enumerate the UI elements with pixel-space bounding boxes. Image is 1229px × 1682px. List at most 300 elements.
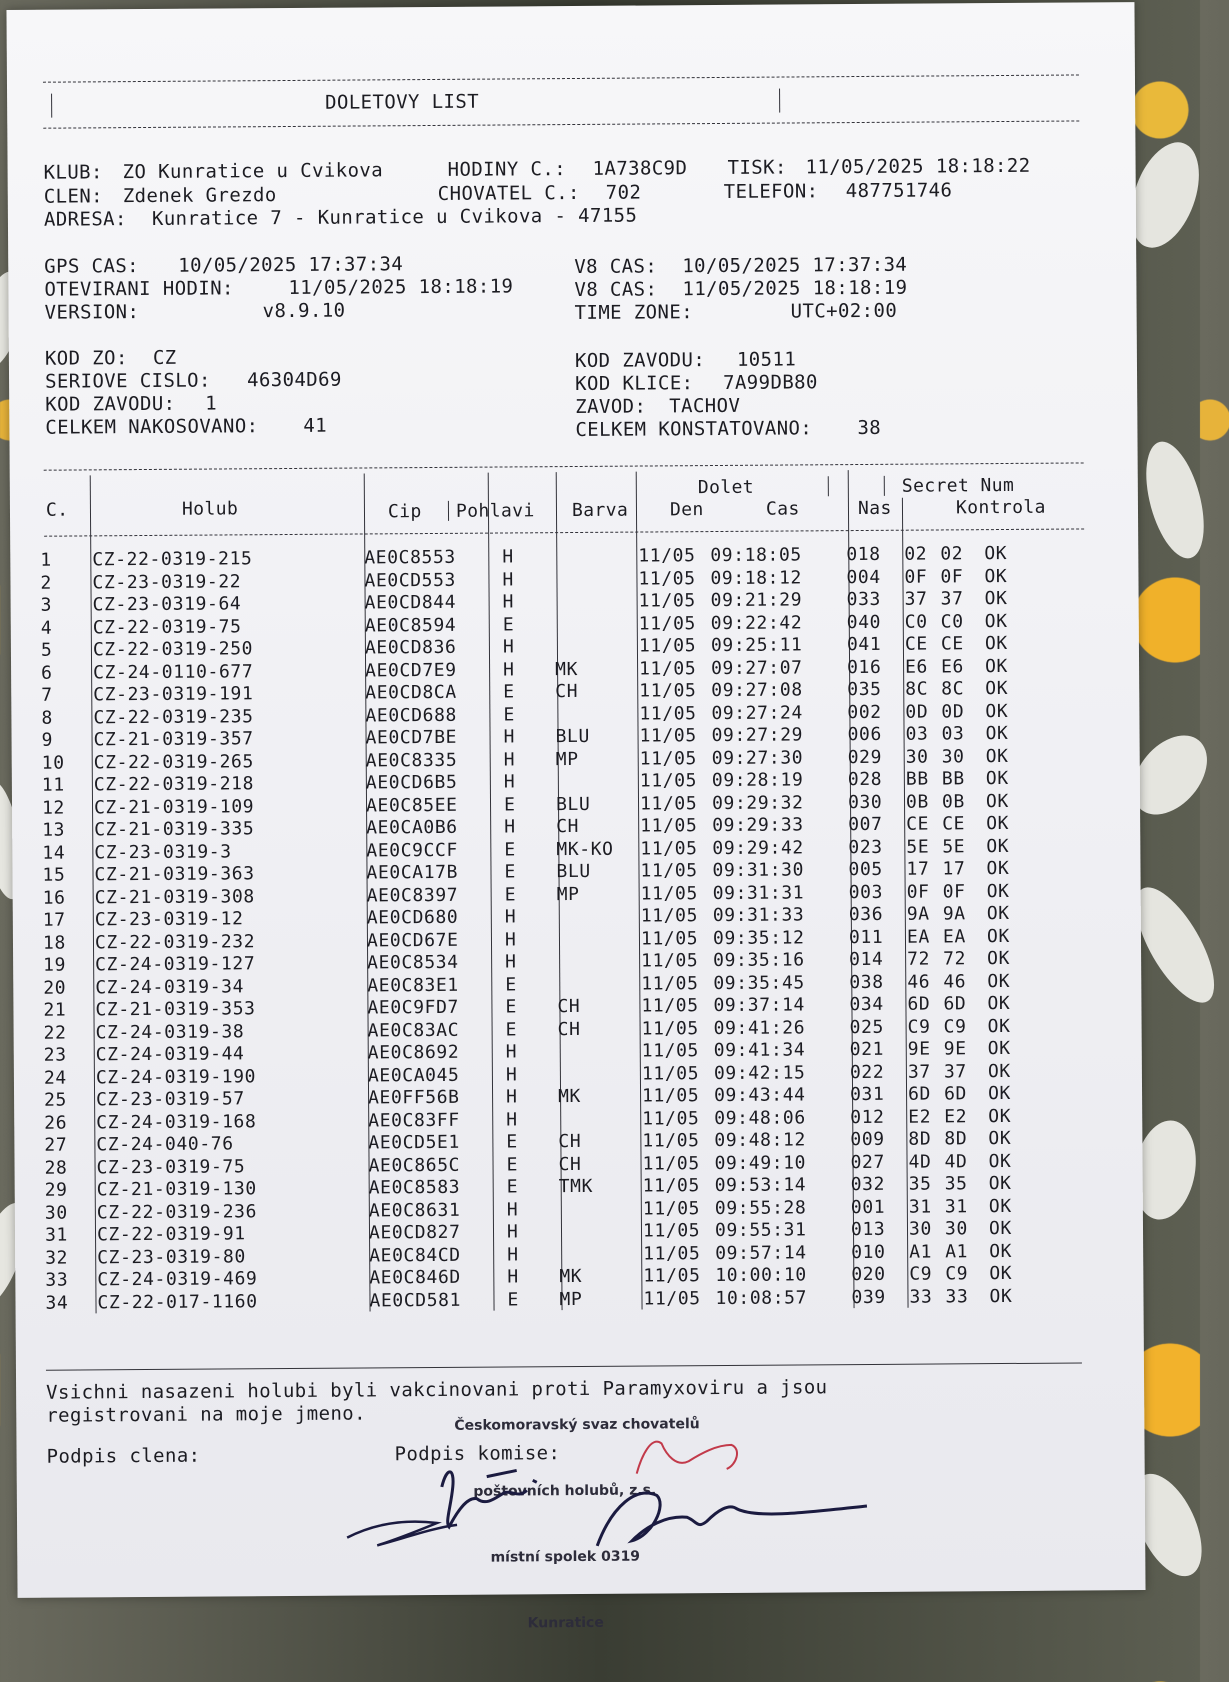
cell-secret-a: 37 [904,588,928,610]
cell-barva: CH [558,1130,582,1153]
cell-den: 11/05 [641,1017,699,1040]
cell-cas: 09:31:31 [712,881,805,904]
cell-kontrola: OK [985,722,1009,745]
cell-pohlavi: H [506,1108,518,1130]
cell-secret-a: 8C [905,678,929,700]
stamp-line-3: místní spolek 0319 [490,1548,641,1566]
cell-nas: 014 [849,948,884,971]
cell-nas: 012 [850,1106,885,1128]
cell-nas: 011 [848,926,884,948]
cell-cas: 09:43:44 [713,1084,806,1107]
cell-holub: CZ-22-0319-91 [96,1223,246,1246]
cell-cip: AE0C9FD7 [367,996,460,1019]
cell-nas: 034 [849,993,884,1016]
tisk-value: 11/05/2025 18:18:22 [805,154,1031,179]
cell-secret-a: 4D [908,1151,932,1173]
telefon-label: TELEFON: [723,180,819,203]
cell-cas: 10:00:10 [715,1264,807,1287]
cell-secret-b: 46 [943,970,967,992]
cell-holub: CZ-23-0319-12 [94,908,244,931]
cell-cas: 09:55:31 [714,1219,807,1242]
table-header-top-rule [44,462,1084,470]
cell-pohlavi: E [507,1288,519,1310]
cell-holub: CZ-24-0319-469 [97,1268,258,1291]
cell-den: 11/05 [638,635,697,657]
cell-pohlavi: E [506,1176,519,1198]
cell-cas: 09:35:45 [713,971,805,994]
cell-cip: AE0CD67E [366,929,459,951]
cell-kontrola: OK [987,1015,1011,1037]
cell-kontrola: OK [985,677,1009,700]
adresa-value: Kunratice 7 - Kunratice u Cvikova - 47155 [151,204,638,230]
cell-den: 11/05 [640,927,699,950]
konst-value: 38 [857,416,882,440]
cell-kontrola: OK [989,1262,1013,1285]
cell-nas: 023 [848,836,883,858]
cell-secret-a: 9A [906,903,930,925]
cell-cas: 09:49:10 [714,1151,807,1174]
v8a-label: V8 CAS: [574,255,658,278]
cell-c: 9 [41,729,54,751]
cell-secret-b: C9 [945,1263,969,1285]
tisk-label: TISK: [727,156,787,179]
cell-nas: 036 [848,903,884,926]
col-c-header: C. [45,499,69,521]
cell-holub: CZ-24-0319-127 [95,953,256,976]
cell-c: 22 [43,1022,67,1044]
cell-barva: MK [557,1085,582,1108]
cell-nas: 007 [848,813,883,836]
cell-barva: CH [557,995,581,1018]
cell-den: 11/05 [638,545,696,567]
cell-kontrola: OK [989,1240,1013,1262]
cell-c: 17 [42,909,66,931]
cell-cip: AE0CD581 [369,1289,462,1311]
stamp-line-4: Kunratice [527,1614,604,1632]
title-left-bar [51,94,52,118]
cell-c: 27 [44,1134,68,1156]
cell-barva: MK-KO [556,838,614,860]
cell-secret-a: 30 [905,746,929,768]
kodz2-label: KOD ZAVODU: [574,349,706,372]
cell-secret-a: CE [906,813,930,835]
cell-nas: 006 [847,723,882,746]
col-barva-header: Barva [571,499,629,522]
cell-den: 11/05 [638,567,696,590]
cell-c: 23 [43,1044,67,1066]
vaccination-statement-line1: Vsichni nasazeni holubi byli vakcinovani proti Paramyxoviru a jsou [46,1376,828,1404]
cell-nas: 031 [849,1083,885,1106]
cell-cas: 09:53:14 [714,1174,807,1197]
hodiny-label: HODINY C.: [447,158,567,181]
cell-secret-a: 6D [907,993,931,1015]
cell-den: 11/05 [639,680,697,702]
cell-cas: 09:27:07 [711,656,803,679]
cell-kontrola: OK [988,1127,1012,1150]
cell-secret-a: 0B [905,791,929,813]
cell-nas: 004 [846,566,881,588]
cell-holub: CZ-21-0319-335 [94,818,255,841]
tz-label: TIME ZONE: [574,301,694,324]
cell-secret-b: C9 [943,1015,967,1037]
cell-cip: AE0CA17B [366,861,459,884]
cell-kontrola: OK [986,857,1010,880]
cell-secret-a: BB [905,768,929,790]
cell-cip: AE0CA0B6 [366,816,458,839]
cell-holub: CZ-22-0319-218 [93,773,255,796]
stamp-line-1: Českomoravský svaz chovatelů [454,1416,700,1434]
cell-holub: CZ-21-0319-353 [95,998,256,1021]
col-pohlavi-header: Pohlavi [455,500,535,522]
cell-pohlavi: E [504,861,517,883]
cell-cip: AE0C8534 [367,951,459,974]
cell-secret-b: 5E [942,835,966,857]
cell-secret-b: 6D [943,993,967,1015]
cell-barva: CH [557,1018,581,1040]
cell-cas: 09:27:08 [711,679,803,702]
cell-secret-a: CE [904,633,928,655]
cell-holub: CZ-24-0319-34 [95,975,245,998]
cell-cip: AE0CD553 [364,569,457,591]
cell-cip: AE0CD827 [368,1221,461,1244]
cell-barva: TMK [558,1175,594,1198]
cell-den: 11/05 [642,1175,700,1197]
cell-secret-b: CE [942,813,966,835]
cell-den: 11/05 [642,1107,700,1130]
cell-kontrola: OK [985,655,1009,677]
cell-holub: CZ-21-0319-130 [96,1178,257,1201]
cell-kontrola: OK [985,700,1009,722]
col-kontrola-header: Kontrola [955,496,1046,519]
cell-secret-a: 9E [907,1038,931,1060]
cell-cas: 09:29:33 [712,814,804,837]
cell-secret-b: 17 [942,858,966,880]
cell-cip: AE0C83E1 [367,974,459,996]
cell-cas: 09:42:15 [713,1061,806,1084]
cell-den: 11/05 [641,950,699,972]
cell-den: 11/05 [638,612,697,635]
version-value: v8.9.10 [262,299,346,323]
cell-holub: CZ-24-0319-38 [95,1020,245,1043]
title-top-rule [43,74,1079,82]
cell-c: 11 [41,774,65,796]
cell-secret-b: 72 [943,948,967,970]
cell-den: 11/05 [639,770,698,792]
cell-secret-a: E2 [908,1106,932,1128]
cell-c: 31 [44,1224,68,1246]
col-divider [828,476,829,496]
cell-pohlavi: E [502,613,515,636]
cell-kontrola: OK [985,767,1009,790]
cell-pohlavi: H [503,748,516,771]
cell-secret-b: E6 [941,655,965,677]
cell-nas: 018 [846,543,881,566]
cell-nas: 003 [848,881,884,903]
cell-kontrola: OK [985,745,1009,767]
signatures [336,1424,897,1568]
cell-den: 11/05 [640,905,699,927]
cell-cas: 09:21:29 [710,589,803,612]
cell-secret-b: CE [940,633,964,655]
cell-c: 2 [40,572,52,594]
cell-secret-b: 35 [944,1173,968,1195]
cell-cas: 09:37:14 [713,994,806,1017]
cell-secret-a: E6 [905,656,929,678]
cell-barva: MP [556,883,580,905]
cell-cip: AE0C8583 [368,1176,461,1199]
cell-secret-b: 03 [941,723,965,745]
cell-kontrola: OK [986,835,1010,857]
telefon-value: 487751746 [845,179,953,203]
cell-pohlavi: E [505,996,517,1018]
cell-holub: CZ-23-0319-3 [94,840,232,863]
cell-holub: CZ-24-0319-190 [95,1065,257,1088]
cell-c: 28 [44,1157,68,1179]
podpis-komise-label: Podpis komise: [394,1442,561,1466]
cell-cas: 09:31:30 [712,859,805,882]
cell-barva: BLU [555,793,591,815]
paper-sheet [6,2,1145,1632]
nakos-value: 41 [303,414,328,437]
cell-c: 10 [41,752,65,774]
cell-den: 11/05 [641,995,699,1017]
cell-cas: 09:48:12 [714,1129,806,1152]
cell-den: 11/05 [640,860,698,882]
cell-kontrola: OK [988,1217,1012,1240]
cell-holub: CZ-21-0319-363 [94,863,255,886]
cell-kontrola: OK [986,880,1010,902]
cell-den: 11/05 [639,747,697,770]
cell-holub: CZ-24-0319-168 [96,1110,257,1133]
zavod-value: TACHOV [669,394,741,418]
cell-secret-a: 0F [904,566,928,588]
cell-holub: CZ-24-0319-44 [95,1043,245,1066]
cell-kontrola: OK [989,1285,1013,1307]
cell-secret-a: 72 [907,948,931,970]
cell-pohlavi: E [504,883,517,906]
cell-kontrola: OK [984,632,1008,655]
cell-secret-a: C9 [907,1016,931,1038]
v8a-value: 10/05/2025 17:37:34 [682,253,908,278]
cell-secret-b: 33 [945,1285,969,1307]
cell-secret-a: 46 [907,971,931,993]
cell-cas: 09:18:12 [710,566,803,589]
cell-nas: 029 [847,746,883,768]
cell-kontrola: OK [986,925,1010,947]
cell-cas: 09:48:06 [714,1106,806,1129]
cell-secret-a: C0 [904,611,928,633]
cell-c: 32 [45,1247,69,1269]
cell-secret-b: A1 [945,1240,969,1262]
cell-secret-a: 31 [908,1196,932,1218]
col-cas-header: Cas [765,498,800,520]
cell-secret-a: 37 [907,1061,931,1083]
chovatel-value: 702 [605,181,642,204]
cell-holub: CZ-23-0319-22 [92,570,242,593]
cell-cas: 09:18:05 [710,544,802,567]
cell-cas: 09:27:30 [711,746,804,769]
cell-cas: 09:31:33 [712,904,805,927]
cell-cas: 09:41:34 [713,1039,806,1062]
cell-kontrola: OK [988,1172,1012,1195]
cell-pohlavi: H [505,1086,518,1108]
cell-kontrola: OK [985,790,1009,812]
chovatel-label: CHOVATEL C.: [437,181,580,205]
cell-pohlavi: E [506,1153,519,1175]
cell-cas: 09:29:42 [712,836,804,859]
cell-barva: MK [555,658,579,680]
cell-kontrola: OK [984,610,1008,632]
stamp-line-2: poštovních holubů, z.s. [473,1482,657,1500]
klice-value: 7A99DB80 [723,371,818,394]
cell-secret-b: 4D [944,1150,968,1172]
hodiny-value: 1A738C9D [592,157,688,180]
cell-cas: 09:28:19 [711,769,804,792]
cell-cip: AE0CD680 [366,906,459,929]
cell-pohlavi: E [506,1131,518,1153]
cell-holub: CZ-24-040-76 [96,1133,234,1156]
cell-secret-a: 02 [904,543,928,565]
cell-holub: CZ-22-017-1160 [97,1290,258,1313]
cell-secret-b: 31 [944,1195,968,1217]
cell-den: 11/05 [642,1220,701,1242]
cell-cas: 09:57:14 [715,1241,807,1264]
cell-pohlavi: H [505,1063,518,1085]
col-divider [884,476,885,496]
zavod-label: ZAVOD: [575,395,647,418]
cell-nas: 039 [851,1286,886,1308]
cell-barva: MP [559,1288,583,1310]
cell-holub: CZ-22-0319-75 [92,615,242,638]
cell-cip: AE0FF56B [368,1086,460,1109]
cell-cip: AE0CD6B5 [365,771,458,794]
cell-holub: CZ-23-0319-75 [96,1155,246,1178]
cell-kontrola: OK [987,992,1011,1015]
cell-secret-b: 9A [942,903,966,925]
cell-den: 11/05 [639,702,697,725]
nakos-label: CELKEM NAKOSOVANO: [45,415,259,439]
cell-cas: 09:29:32 [711,791,804,814]
cell-secret-b: 0F [940,565,964,587]
cell-pohlavi: H [504,816,516,838]
cell-c: 7 [41,684,53,706]
cell-pohlavi: H [503,771,516,793]
gps-value: 10/05/2025 17:37:34 [178,253,404,277]
cell-secret-a: 17 [906,858,930,880]
cell-nas: 020 [851,1263,886,1286]
cell-secret-a: 0F [906,881,930,903]
cell-cip: AE0C865C [368,1154,461,1176]
cell-pohlavi: E [503,703,515,726]
cell-nas: 030 [847,791,883,813]
cell-kontrola: OK [984,587,1008,610]
kodz1-label: KOD ZAVODU: [45,392,176,416]
vaccination-statement-line2: registrovani na moje jmeno. [46,1402,367,1427]
cell-secret-a: 0D [905,701,929,723]
cell-kontrola: OK [988,1150,1012,1172]
cell-cas: 09:35:12 [712,926,805,949]
cell-secret-a: EA [906,926,930,948]
cell-cas: 09:25:11 [710,634,803,657]
cell-c: 1 [40,549,52,571]
cell-cas: 09:27:24 [711,701,803,724]
cell-secret-b: 02 [940,543,964,565]
cell-cip: AE0C84CD [369,1244,461,1266]
cell-c: 19 [43,954,67,976]
cell-secret-a: 8D [908,1128,932,1150]
cell-kontrola: OK [987,970,1011,992]
cell-nas: 027 [850,1151,885,1173]
cell-cip: AE0C8335 [365,749,458,771]
cell-nas: 040 [846,611,882,633]
cell-cip: AE0CD836 [364,636,457,659]
cell-c: 34 [45,1292,69,1314]
clen-label: CLEN: [43,185,104,208]
kodz1-value: 1 [205,392,218,415]
cell-den: 11/05 [643,1265,701,1287]
cell-cip: AE0CD844 [364,591,457,614]
cell-secret-b: 0D [941,700,965,722]
cell-den: 11/05 [643,1287,701,1310]
cell-nas: 010 [851,1241,886,1263]
cell-barva: CH [558,1153,582,1175]
col-cip-header: Cip [387,501,422,523]
cell-c: 6 [41,662,53,684]
cell-den: 11/05 [642,1152,700,1175]
cell-den: 11/05 [640,815,698,837]
klice-label: KOD KLICE: [575,372,694,395]
cell-holub: CZ-21-0319-308 [94,885,255,908]
cell-holub: CZ-22-0319-265 [93,750,254,773]
cell-kontrola: OK [987,947,1011,970]
cell-pohlavi: H [507,1266,519,1288]
cell-c: 8 [41,707,53,729]
serial-label: SERIOVE CISLO: [44,369,211,393]
col-nas-header: Nas [857,497,892,520]
cell-nas: 035 [847,678,882,701]
oteviran-value: 11/05/2025 18:18:19 [288,275,514,299]
cell-pohlavi: H [506,1198,519,1220]
cell-nas: 032 [850,1173,886,1196]
cell-cip: AE0C846D [369,1266,461,1289]
cell-den: 11/05 [641,972,699,995]
cell-den: 11/05 [641,1085,700,1107]
cell-nas: 005 [848,858,883,881]
cell-secret-b: 30 [944,1218,968,1240]
cell-c: 24 [43,1067,67,1089]
cell-secret-b: 0F [942,880,966,902]
cell-cas: 09:22:42 [710,611,803,634]
adresa-label: ADRESA: [43,208,127,231]
cell-pohlavi: H [503,726,516,748]
cell-nas: 041 [846,633,882,656]
klub-value: ZO Kunratice u Cvikova [122,159,384,184]
cell-cip: AE0C8553 [364,546,456,569]
cell-pohlavi: H [504,928,517,950]
cell-secret-b: 37 [940,588,964,610]
cell-kontrola: OK [987,1082,1012,1105]
cell-secret-b: BB [941,768,965,790]
cell-pohlavi: E [503,793,516,816]
cell-cip: AE0C8397 [366,884,459,906]
cell-pohlavi: H [503,658,515,681]
cell-cas: 09:35:16 [713,949,805,972]
cell-holub: CZ-24-0110-677 [93,660,254,683]
cell-den: 11/05 [639,792,698,815]
cell-c: 3 [40,594,53,616]
cell-c: 5 [40,639,53,661]
cell-den: 11/05 [642,1130,700,1152]
